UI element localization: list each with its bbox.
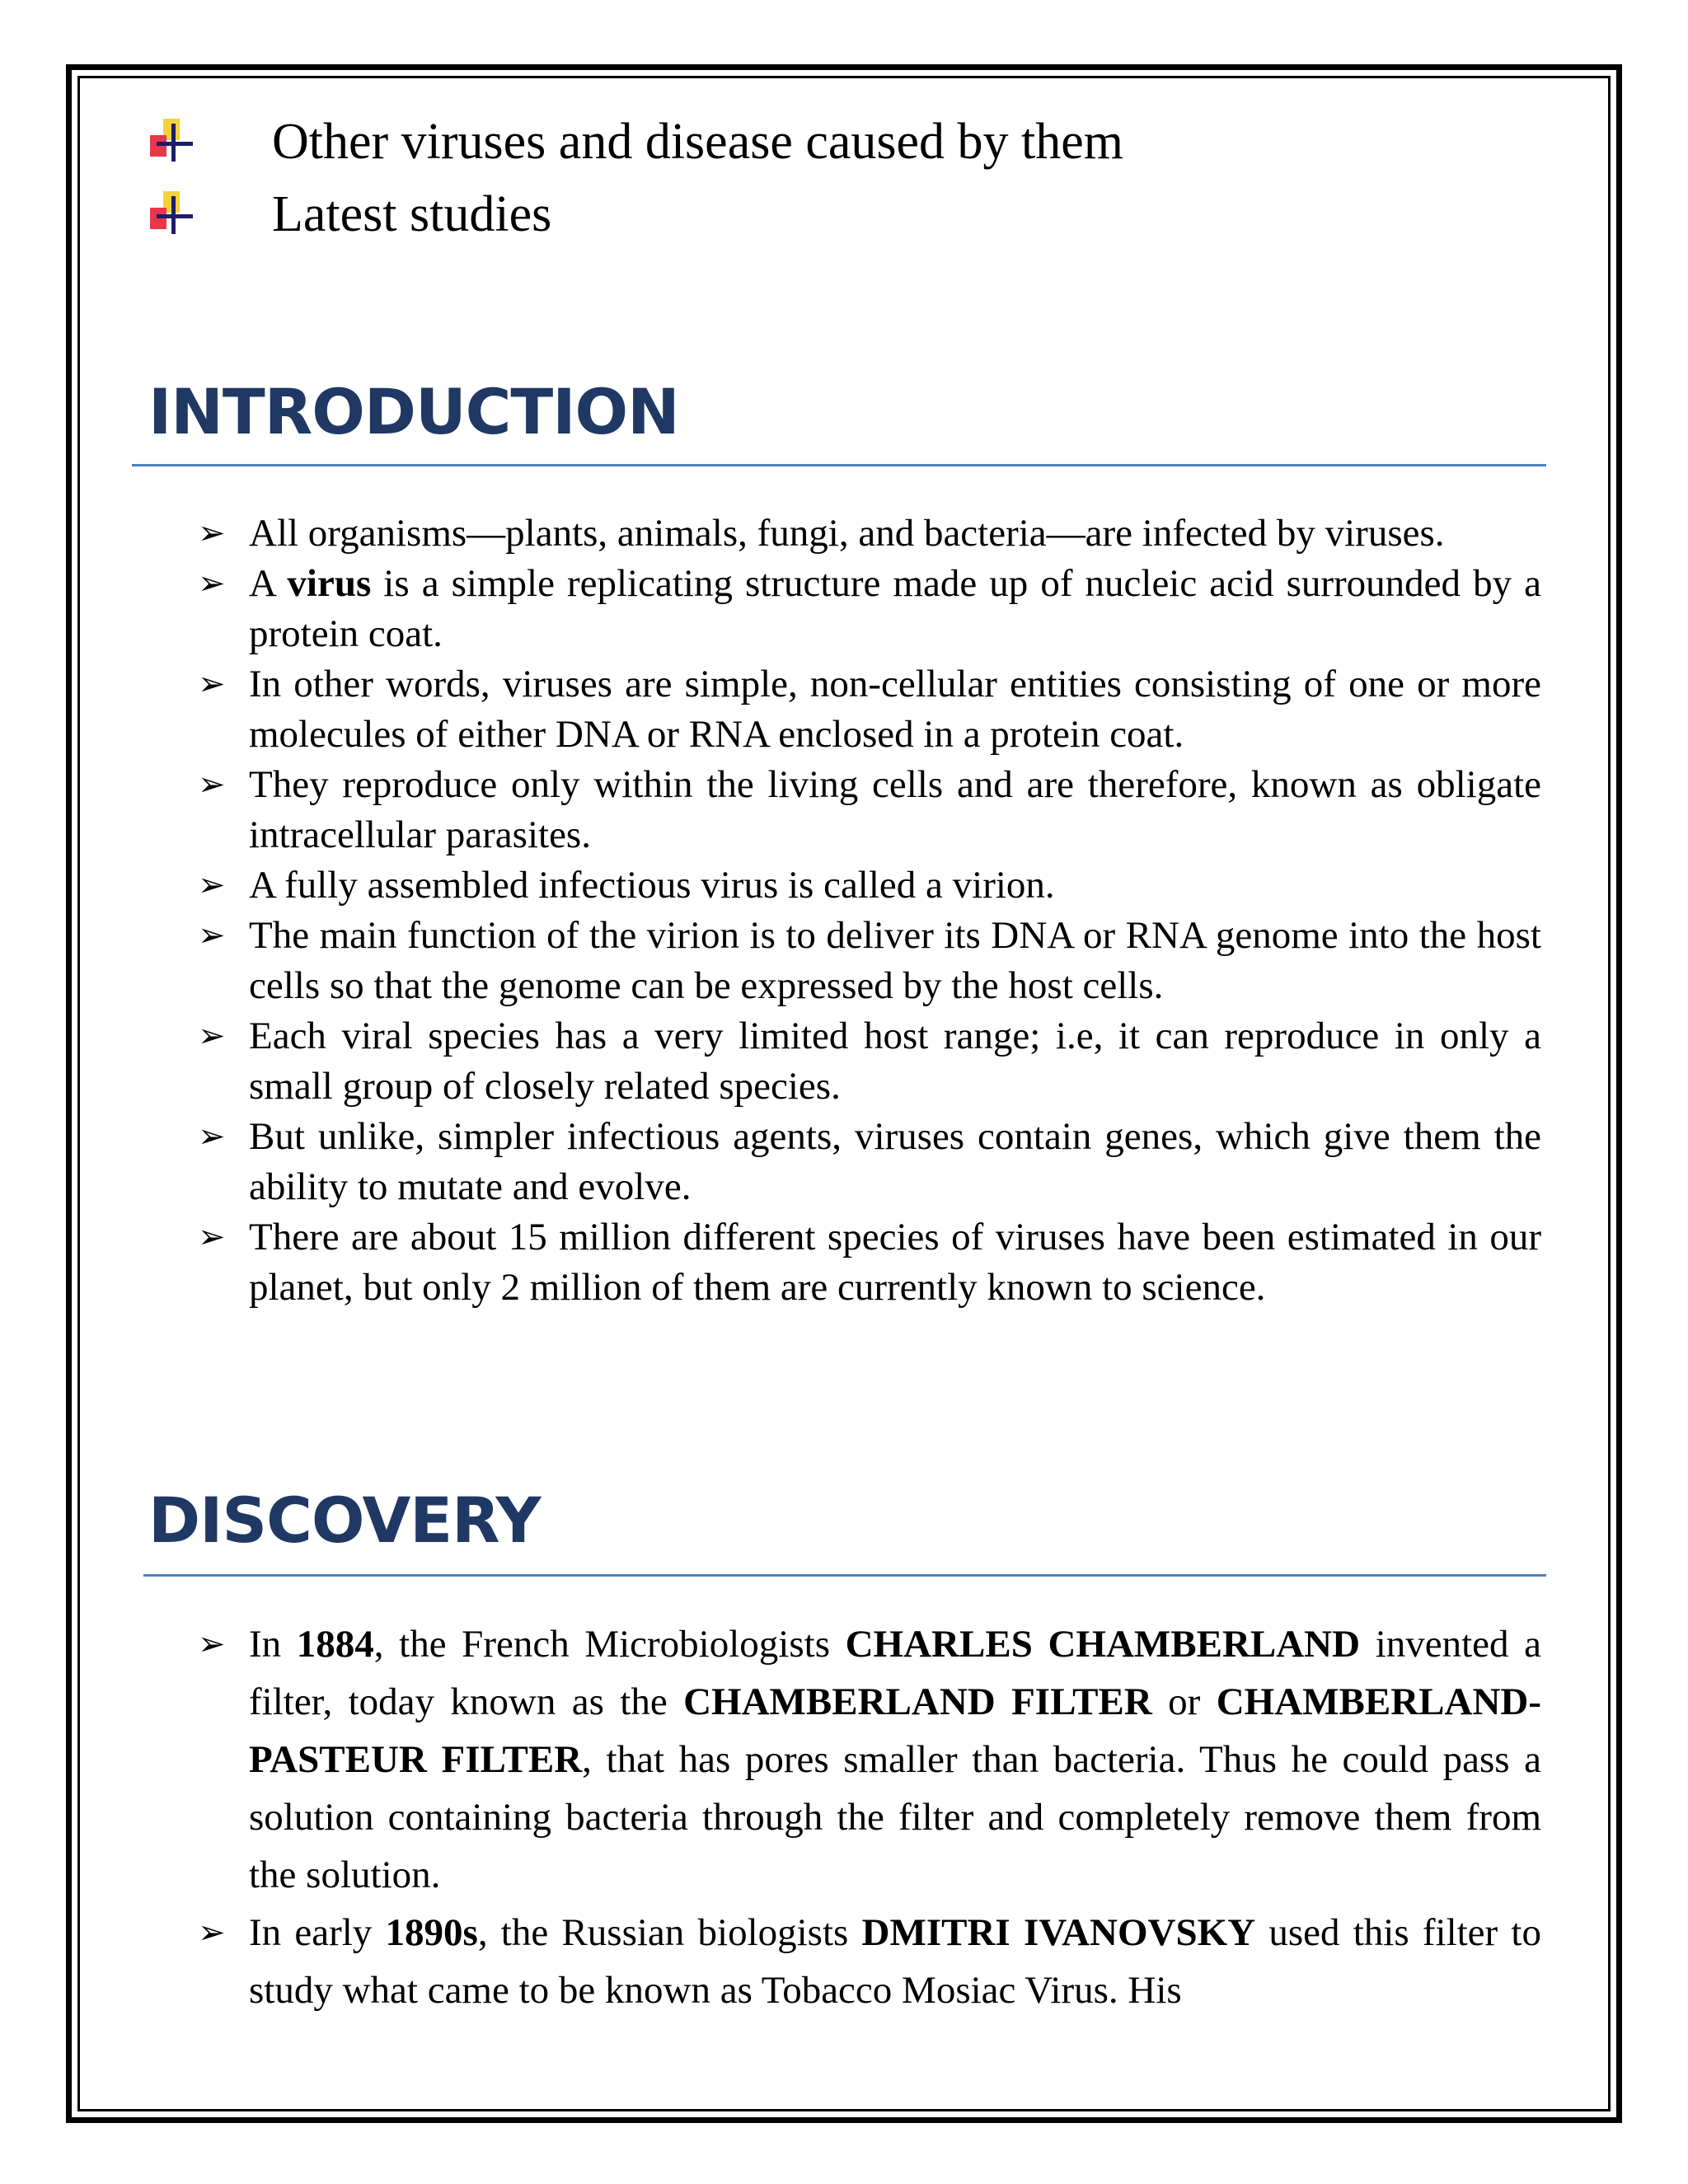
introduction-rule (132, 464, 1546, 466)
list-item: ➢ The main function of the virion is to deliver its DNA or RNA genome into the host cells so that the genome can be expressed by the host cells. (198, 911, 1541, 1011)
introduction-heading: INTRODUCTION (148, 375, 679, 448)
list-item: ➢ In early 1890s, the Russian biologists DMITRI IVANOVSKY used this filter to study what came to be known as Tobacco Mosiac Virus. His (198, 1904, 1541, 2019)
list-item: ➢ They reproduce only within the living cells and are therefore, known as obligate intracellular parasites. (198, 760, 1541, 860)
arrow-bullet-icon: ➢ (198, 665, 226, 703)
list-item: ➢ But unlike, simpler infectious agents, viruses contain genes, which give them the ability to mutate and evolve. (198, 1112, 1541, 1212)
topic-label: Other viruses and disease caused by them (272, 113, 1124, 170)
arrow-bullet-icon: ➢ (198, 565, 226, 602)
list-item: ➢ There are about 15 million different species of viruses have been estimated in our planet, but only 2 million of them are currently known to science. (198, 1212, 1541, 1313)
topic-item (148, 105, 1123, 178)
cross-bullet-icon (148, 190, 198, 239)
arrow-bullet-icon: ➢ (198, 766, 226, 804)
list-item: ➢ All organisms—plants, animals, fungi, and bacteria—are infected by viruses. (198, 509, 1541, 559)
arrow-bullet-icon: ➢ (198, 1118, 226, 1155)
topic-list (148, 105, 1123, 251)
topic-item (148, 178, 1123, 251)
list-item: ➢ Each viral species has a very limited host range; i.e, it can reproduce in only a small group of closely related species. (198, 1011, 1541, 1112)
discovery-rule (143, 1574, 1546, 1577)
discovery-heading: DISCOVERY (148, 1483, 541, 1557)
topic-label: Latest studies (272, 185, 552, 242)
list-item: ➢ A fully assembled infectious virus is called a virion. (198, 860, 1541, 911)
list-item: ➢ In 1884, the French Microbiologists CHARLES CHAMBERLAND invented a filter, today known as the CHAMBERLAND FILTER or CHAMBERLAND-PASTEUR FILTER, that has pores smaller than bacteria. Thus he could pass a solution containing bacteria through the filter and completely remove them from the solution. (198, 1615, 1541, 1904)
arrow-bullet-icon: ➢ (198, 1914, 226, 1952)
introduction-list (198, 509, 1541, 1313)
cross-bullet-icon (148, 117, 198, 166)
arrow-bullet-icon: ➢ (198, 866, 226, 904)
arrow-bullet-icon: ➢ (198, 916, 226, 954)
list-item: ➢ A virus is a simple replicating structure made up of nucleic acid surrounded by a protein coat. (198, 559, 1541, 659)
discovery-list (198, 1615, 1541, 2019)
arrow-bullet-icon: ➢ (198, 1218, 226, 1256)
list-item: ➢ In other words, viruses are simple, non-cellular entities consisting of one or more molecules of either DNA or RNA enclosed in a protein coat. (198, 659, 1541, 760)
arrow-bullet-icon: ➢ (198, 1625, 226, 1663)
arrow-bullet-icon: ➢ (198, 1017, 226, 1055)
arrow-bullet-icon: ➢ (198, 514, 226, 552)
